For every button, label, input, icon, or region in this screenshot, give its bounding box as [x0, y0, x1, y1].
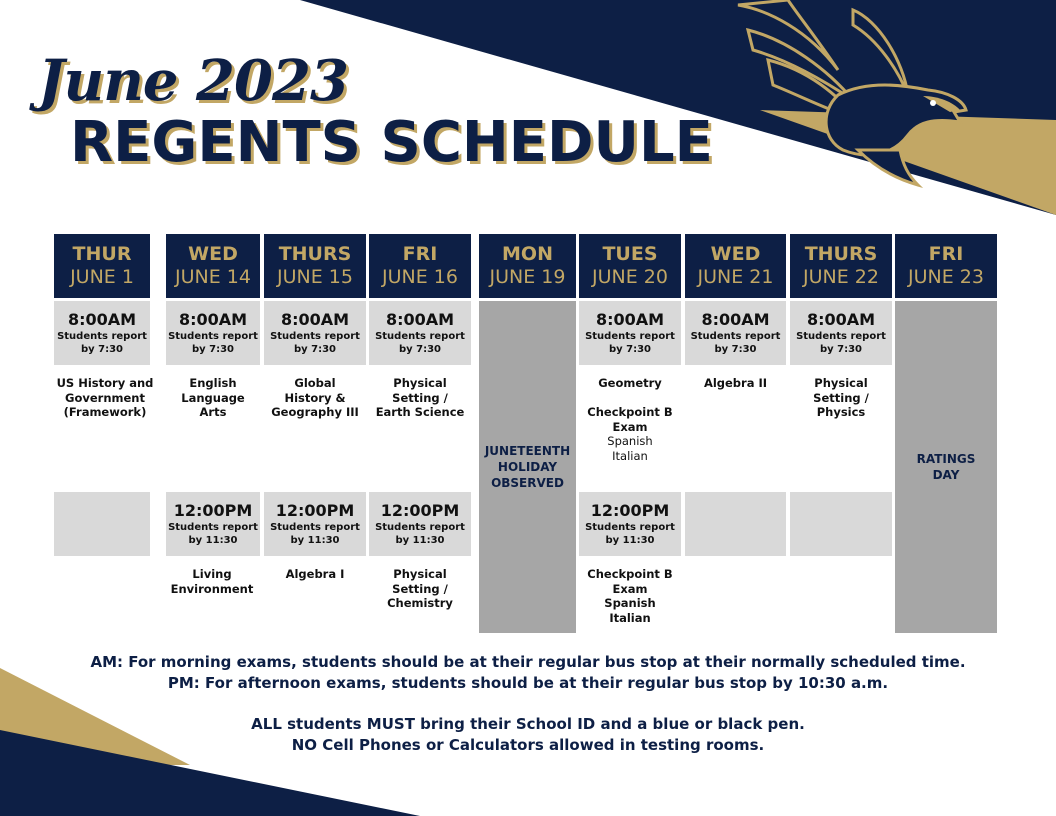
juneteenth-label: JUNETEENTH HOLIDAY OBSERVED [484, 444, 571, 490]
note-phones: NO Cell Phones or Calculators allowed in testing rooms. [291, 736, 765, 754]
column-date: JUNE 20 [592, 266, 668, 288]
pm-empty-box [54, 492, 150, 556]
pm-time: 12:00PM [380, 501, 460, 520]
column-date: JUNE 15 [277, 266, 353, 288]
column-date: JUNE 16 [382, 266, 458, 288]
column-date: JUNE 14 [175, 266, 251, 288]
note-id: ALL students MUST bring their School ID and a blue or black pen. [251, 715, 805, 733]
column-day: THUR [72, 243, 132, 265]
column-header-jun23 [895, 234, 997, 298]
month-title: June 2023 [38, 48, 348, 114]
pm-subject-jun20: Checkpoint B Exam Spanish Italian [587, 567, 673, 625]
column-day: WED [710, 243, 761, 265]
pm-time-box [166, 492, 260, 556]
column-header-jun22 [790, 234, 892, 298]
pm-report-time: Students report by 11:30 [270, 522, 360, 546]
column-header-jun1 [54, 234, 150, 298]
column-day: MON [502, 243, 553, 265]
column-header-jun20 [579, 234, 681, 298]
column-day: FRI [928, 243, 964, 265]
column-header-jun19 [479, 234, 576, 298]
note-pm: PM: For afternoon exams, students should be at their regular bus stop by 10:30 a.m. [167, 674, 889, 692]
am-report-time: Students report by 7:30 [585, 331, 675, 355]
am-time: 8:00AM [595, 310, 665, 329]
pm-report-time: Students report by 11:30 [585, 522, 675, 546]
am-subject-jun1: US History and Government (Framework) [56, 376, 154, 419]
am-time: 8:00AM [806, 310, 876, 329]
column-day: THURS [278, 243, 352, 265]
pm-empty-box [685, 492, 786, 556]
column-header-jun15 [264, 234, 366, 298]
am-time-box [579, 301, 681, 365]
pm-subject-jun14: Living Environment [170, 567, 254, 596]
am-time-box [166, 301, 260, 365]
hawk-mascot-icon [728, 0, 978, 195]
column-header-jun14 [166, 234, 260, 298]
column-day: FRI [402, 243, 438, 265]
column-date: JUNE 21 [697, 266, 774, 288]
am-subject-jun21: Algebra II [703, 376, 768, 390]
pm-time: 12:00PM [173, 501, 253, 520]
am-report-time: Students report by 7:30 [796, 331, 886, 355]
am-subject-jun20-languages: Spanish Italian [607, 434, 653, 463]
column-day: THURS [804, 243, 878, 265]
ratings-day-cell [895, 301, 997, 633]
pm-time-box [369, 492, 471, 556]
am-report-time: Students report by 7:30 [57, 331, 147, 355]
ratings-day-label: RATINGS DAY [916, 452, 976, 482]
am-time: 8:00AM [701, 310, 770, 329]
pm-empty-box [790, 492, 892, 556]
pm-subject-jun16: Physical Setting / Chemistry [387, 567, 453, 610]
pm-report-time: Students report by 11:30 [168, 522, 258, 546]
am-report-time: Students report by 7:30 [270, 331, 360, 355]
pm-subject-jun15: Algebra I [285, 567, 345, 581]
column-date: JUNE 22 [803, 266, 879, 288]
am-time-box [369, 301, 471, 365]
am-subject-jun16: Physical Setting / Earth Science [375, 376, 465, 419]
note-am: AM: For morning exams, students should be at their regular bus stop at their normally scheduled time. [90, 653, 966, 671]
am-subject-jun22: Physical Setting / Physics [813, 376, 869, 419]
pm-time-box [264, 492, 366, 556]
am-time-box [54, 301, 150, 365]
page-title: REGENTS SCHEDULE [70, 110, 713, 175]
pm-report-time: Students report by 11:30 [375, 522, 465, 546]
am-time-box [685, 301, 786, 365]
am-time: 8:00AM [67, 310, 137, 329]
am-report-time: Students report by 7:30 [168, 331, 258, 355]
juneteenth-holiday-cell [479, 301, 576, 633]
column-date: JUNE 23 [908, 266, 984, 288]
column-date: JUNE 19 [489, 266, 566, 288]
column-day: WED [188, 243, 238, 265]
am-report-time: Students report by 7:30 [690, 331, 781, 355]
column-date: JUNE 1 [70, 266, 134, 288]
am-time: 8:00AM [385, 310, 455, 329]
column-header-jun21 [685, 234, 786, 298]
column-header-jun16 [369, 234, 471, 298]
pm-time-box [579, 492, 681, 556]
am-time-box [790, 301, 892, 365]
exam-notes [0, 652, 1056, 756]
am-report-time: Students report by 7:30 [375, 331, 465, 355]
pm-time: 12:00PM [590, 501, 670, 520]
am-subject-jun20: Geometry Checkpoint B Exam [587, 376, 673, 434]
am-subject-jun15: Global History & Geography III [271, 376, 359, 419]
am-time: 8:00AM [280, 310, 350, 329]
column-day: TUES [602, 243, 658, 265]
pm-time: 12:00PM [275, 501, 355, 520]
am-subject-jun14: English Language Arts [181, 376, 245, 419]
am-time-box [264, 301, 366, 365]
am-time: 8:00AM [178, 310, 248, 329]
